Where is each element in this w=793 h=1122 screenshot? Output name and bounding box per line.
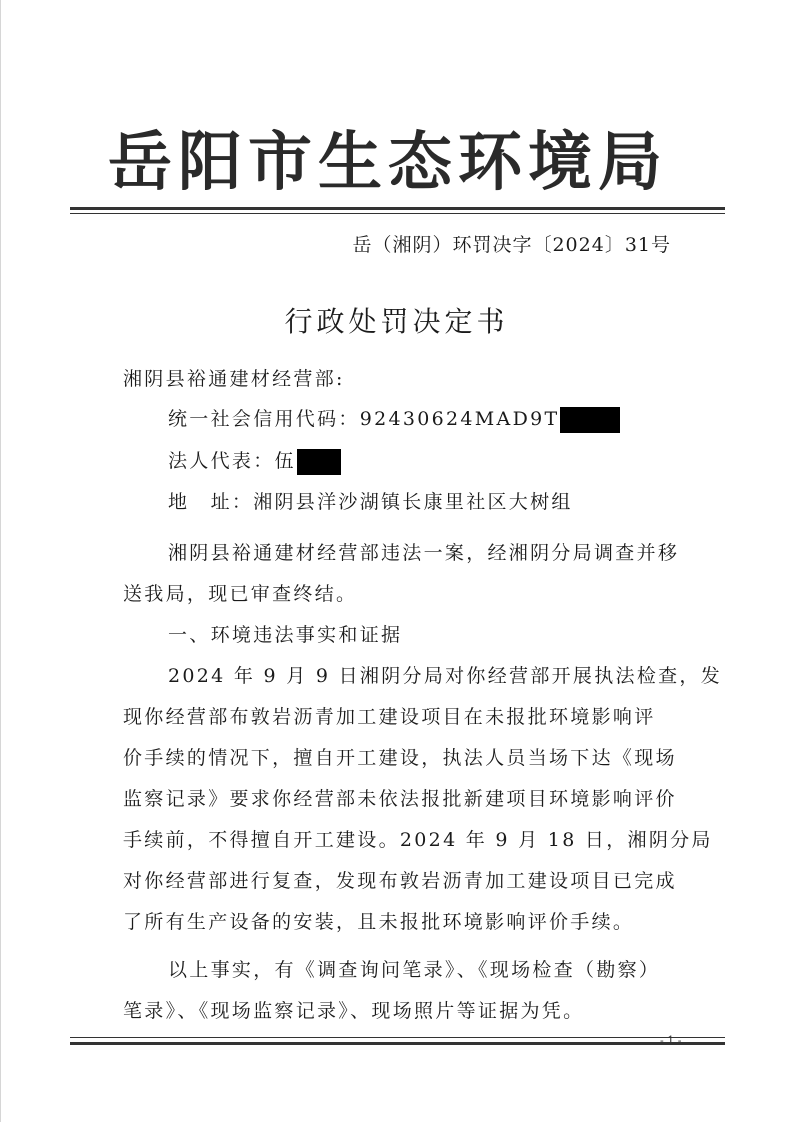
intro-line-2: 送我局，现已审查终结。 — [123, 583, 358, 605]
legal-rep-line — [168, 446, 341, 476]
redaction-block — [560, 407, 620, 433]
address-line: 地 址：湘阴县洋沙湖镇长康里社区大树组 — [168, 491, 573, 513]
evidence-line-1: 以上事实，有《调查询问笔录》、《现场检查（勘察） — [168, 959, 661, 981]
footer-rule-thin — [70, 1037, 725, 1038]
facts-line: 2024 年 9 月 9 日湘阴分局对你经营部开展执法检查，发 — [168, 665, 723, 687]
page-number: - 1 - — [660, 1034, 682, 1047]
facts-line: 现你经营部布敦岩沥青加工建设项目在未报批环境影响评 — [123, 706, 656, 728]
redaction-block — [297, 449, 341, 475]
header-rule-thick — [70, 207, 725, 210]
credit-code-line — [168, 404, 620, 434]
section-heading-violation-facts: 一、环境违法事实和证据 — [168, 624, 403, 646]
facts-line: 对你经营部进行复查，发现布敦岩沥青加工建设项目已完成 — [123, 870, 677, 892]
document-title: 行政处罚决定书 — [284, 305, 509, 338]
header-rule-thin — [70, 213, 725, 214]
facts-line: 手续前，不得擅自开工建设。2024 年 9 月 18 日，湘阴分局 — [123, 829, 713, 851]
facts-line: 监察记录》要求你经营部未依法报批新建项目环境影响评价 — [123, 788, 677, 810]
facts-line: 了所有生产设备的安装，且未报批环境影响评价手续。 — [123, 911, 635, 933]
footer-rule-thick — [70, 1042, 725, 1045]
facts-line: 价手续的情况下，擅自开工建设，执法人员当场下达《现场 — [123, 747, 677, 769]
document-number: 岳（湘阴）环罚决字〔2024〕31号 — [352, 234, 671, 256]
party-name: 湘阴县裕通建材经营部: — [123, 368, 345, 390]
legal-rep-text: 法人代表：伍 — [168, 450, 296, 472]
intro-line-1: 湘阴县裕通建材经营部违法一案，经湘阴分局调查并移 — [168, 542, 680, 564]
credit-code-text: 统一社会信用代码：92430624MAD9T — [168, 408, 560, 430]
evidence-line-2: 笔录》、《现场监察记录》、现场照片等证据为凭。 — [123, 1000, 585, 1022]
agency-header-title: 岳阳市生态环境局 — [108, 126, 668, 200]
